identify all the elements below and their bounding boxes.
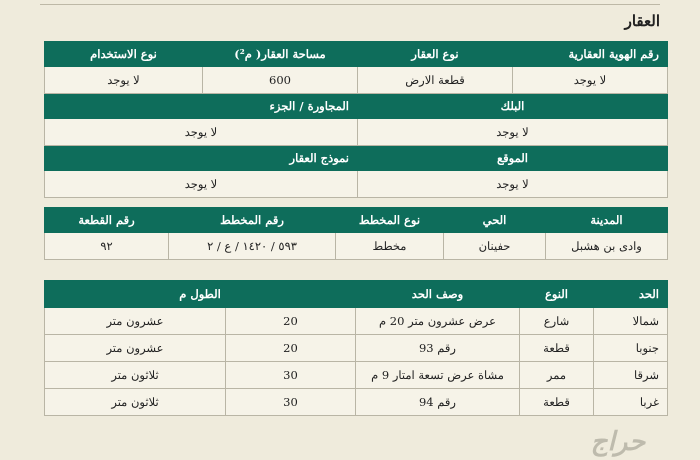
property-header-row-2	[45, 94, 668, 119]
boundary-side-header: الحد	[594, 281, 668, 308]
city-value: وادى بن هشبل	[546, 233, 668, 260]
boundary-desc: عرض عشرون متر 20 م	[356, 308, 520, 335]
property-area-header: مساحة العقار( م²)	[203, 42, 358, 67]
boundaries-table	[44, 280, 668, 416]
property-value-row-2	[45, 119, 668, 146]
usage-type-value: لا يوجد	[45, 67, 203, 94]
table-row	[45, 335, 668, 362]
neighborhood-part-header: المجاورة / الجزء	[45, 94, 358, 119]
top-divider	[40, 4, 660, 5]
plan-number-header: رقم المخطط	[169, 208, 336, 233]
boundary-type: شارع	[520, 308, 594, 335]
plot-number-value: ٩٢	[45, 233, 169, 260]
boundary-length-text: ثلاثون متر	[45, 362, 226, 389]
district-value: حفينان	[444, 233, 546, 260]
boundary-length: 30	[226, 362, 356, 389]
boundary-type: قطعة	[520, 335, 594, 362]
property-type-header: نوع العقار	[358, 42, 513, 67]
boundary-type: ممر	[520, 362, 594, 389]
block-header: البلك	[358, 94, 668, 119]
district-header: الحي	[444, 208, 546, 233]
table-row	[45, 362, 668, 389]
plan-type-value: مخطط	[336, 233, 444, 260]
boundary-desc: مشاة عرض تسعة امتار 9 م	[356, 362, 520, 389]
boundary-type-header: النوع	[520, 281, 594, 308]
property-header-row-1	[45, 42, 668, 67]
location-header: الموقع	[358, 146, 668, 171]
property-model-value: لا يوجد	[45, 171, 358, 198]
boundary-length: 20	[226, 308, 356, 335]
property-model-header: نموذج العقار	[45, 146, 358, 171]
property-value-row-3	[45, 171, 668, 198]
property-value-row-1	[45, 67, 668, 94]
neighborhood-part-value: لا يوجد	[45, 119, 358, 146]
boundary-length-text: عشرون متر	[45, 308, 226, 335]
property-header-row-3	[45, 146, 668, 171]
property-id-header: رقم الهوية العقارية	[513, 42, 668, 67]
property-type-value: قطعة الارض	[358, 67, 513, 94]
plan-type-header: نوع المخطط	[336, 208, 444, 233]
boundary-desc: رقم 94	[356, 389, 520, 416]
usage-type-header: نوع الاستخدام	[45, 42, 203, 67]
boundary-length-text: ثلاثون متر	[45, 389, 226, 416]
section-title: العقار	[624, 12, 660, 30]
plan-number-value: ٥٩٣ / ١٤٢٠ / ع / ٢	[169, 233, 336, 260]
boundaries-header-row	[45, 281, 668, 308]
table-row	[45, 308, 668, 335]
boundary-desc: رقم 93	[356, 335, 520, 362]
location-value: لا يوجد	[358, 171, 668, 198]
plot-number-header: رقم القطعة	[45, 208, 169, 233]
boundary-side: شمالا	[594, 308, 668, 335]
boundary-length-text: عشرون متر	[45, 335, 226, 362]
haraj-watermark-logo: حراج	[590, 427, 646, 457]
table-row	[45, 389, 668, 416]
boundary-length: 30	[226, 389, 356, 416]
block-value: لا يوجد	[358, 119, 668, 146]
boundary-side: غربا	[594, 389, 668, 416]
property-area-value: 600	[203, 67, 358, 94]
property-id-value: لا يوجد	[513, 67, 668, 94]
plan-value-row	[45, 233, 668, 260]
boundary-side: جنوبا	[594, 335, 668, 362]
boundary-type: قطعة	[520, 389, 594, 416]
plan-table	[44, 207, 668, 260]
boundary-desc-header: وصف الحد	[356, 281, 520, 308]
boundary-length: 20	[226, 335, 356, 362]
plan-header-row	[45, 208, 668, 233]
property-table	[44, 41, 668, 198]
city-header: المدينة	[546, 208, 668, 233]
boundary-side: شرقا	[594, 362, 668, 389]
boundary-length-header: الطول م	[45, 281, 356, 308]
